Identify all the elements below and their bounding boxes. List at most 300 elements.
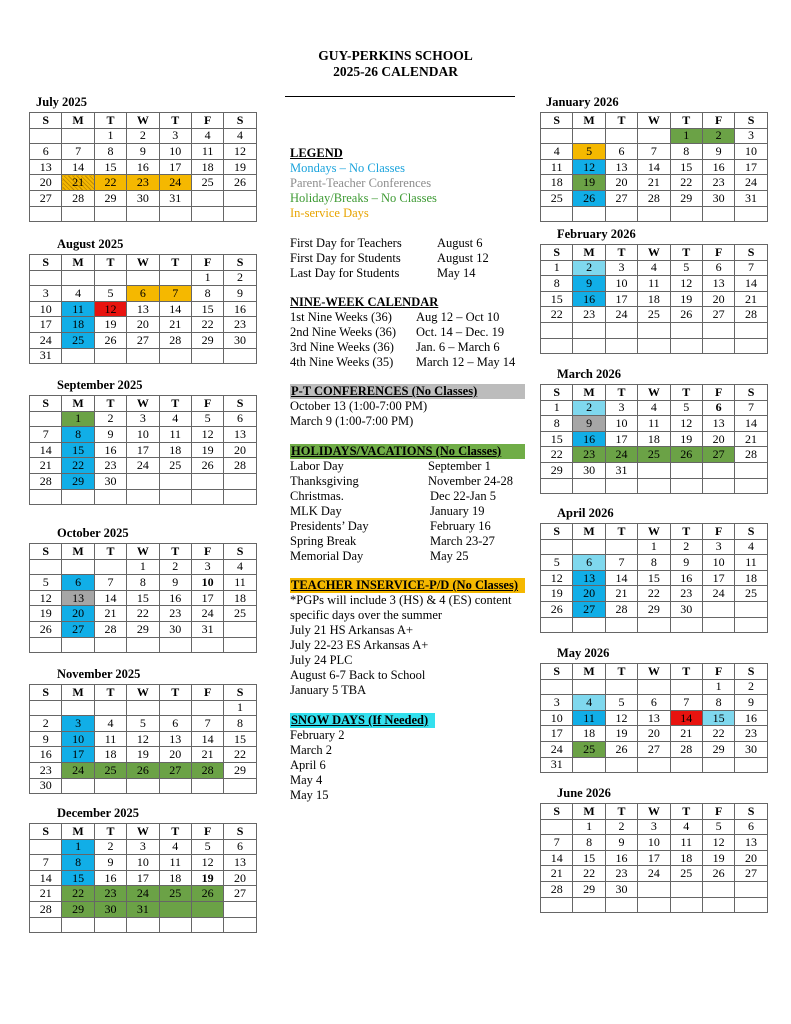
weekday-header: S xyxy=(224,396,256,412)
weekday-header: S xyxy=(735,804,767,820)
day-cell xyxy=(127,270,159,286)
day-cell: 13 xyxy=(638,710,670,726)
month-grid xyxy=(29,395,257,505)
snow-day: April 6 xyxy=(290,758,326,772)
day-cell: 21 xyxy=(62,175,94,191)
day-cell xyxy=(735,206,767,222)
month-label: July 2025 xyxy=(36,95,88,109)
day-cell: 25 xyxy=(541,190,573,206)
day-cell xyxy=(62,270,94,286)
day-cell: 18 xyxy=(159,870,191,886)
weekday-header: S xyxy=(541,804,573,820)
weekday-header: M xyxy=(62,396,94,412)
day-cell xyxy=(541,478,573,494)
day-cell xyxy=(159,637,191,653)
day-cell: 20 xyxy=(605,175,637,191)
day-cell: 18 xyxy=(159,442,191,458)
week-row xyxy=(30,747,257,763)
month-label: June 2026 xyxy=(557,786,611,800)
day-cell: 19 xyxy=(191,870,223,886)
weekday-header: M xyxy=(573,664,605,680)
week-row xyxy=(30,332,257,348)
week-row xyxy=(541,431,768,447)
month-grid xyxy=(29,112,257,222)
month-grid xyxy=(29,684,257,794)
day-cell xyxy=(127,917,159,933)
week-row xyxy=(541,897,768,913)
day-cell xyxy=(670,338,702,354)
day-cell: 13 xyxy=(735,835,767,851)
weekday-header: S xyxy=(541,385,573,401)
month-grid xyxy=(29,823,257,933)
day-cell: 23 xyxy=(670,586,702,602)
week-row xyxy=(541,206,768,222)
day-cell: 15 xyxy=(224,731,256,747)
weekday-header: S xyxy=(735,385,767,401)
weekday-header: F xyxy=(702,245,734,261)
day-cell: 20 xyxy=(735,850,767,866)
day-cell: 27 xyxy=(605,190,637,206)
week-row xyxy=(30,301,257,317)
key-dates xyxy=(290,236,489,281)
weekday-header: T xyxy=(605,385,637,401)
month-grid xyxy=(540,244,768,354)
week-row xyxy=(30,700,257,716)
day-cell: 26 xyxy=(30,621,62,637)
weekday-header: S xyxy=(224,113,256,129)
day-cell: 23 xyxy=(224,317,256,333)
weekday-header: F xyxy=(191,113,223,129)
day-cell xyxy=(573,679,605,695)
day-cell: 1 xyxy=(670,128,702,144)
day-cell: 18 xyxy=(573,726,605,742)
day-cell: 12 xyxy=(541,570,573,586)
day-cell: 19 xyxy=(702,850,734,866)
day-cell: 4 xyxy=(638,400,670,416)
day-cell: 25 xyxy=(159,886,191,902)
day-cell xyxy=(159,348,191,364)
day-cell: 21 xyxy=(638,175,670,191)
nine-week-heading: NINE-WEEK CALENDAR xyxy=(290,295,439,309)
day-cell: 5 xyxy=(670,400,702,416)
day-cell: 24 xyxy=(159,175,191,191)
day-cell xyxy=(62,917,94,933)
weekday-header: F xyxy=(191,396,223,412)
day-cell: 15 xyxy=(670,159,702,175)
day-cell: 26 xyxy=(224,175,256,191)
week-row xyxy=(30,489,257,505)
day-cell xyxy=(670,679,702,695)
day-cell: 8 xyxy=(62,855,94,871)
month-label: April 2026 xyxy=(557,506,614,520)
week-row xyxy=(541,190,768,206)
snow-day: February 2 xyxy=(290,728,345,742)
day-cell xyxy=(62,559,94,575)
week-row xyxy=(30,348,257,364)
day-cell: 8 xyxy=(541,416,573,432)
day-cell: 10 xyxy=(638,835,670,851)
day-cell xyxy=(638,679,670,695)
day-cell: 13 xyxy=(573,570,605,586)
day-cell: 18 xyxy=(638,291,670,307)
day-cell: 25 xyxy=(735,586,767,602)
day-cell xyxy=(191,473,223,489)
day-cell: 9 xyxy=(670,555,702,571)
day-cell: 28 xyxy=(62,190,94,206)
day-cell: 18 xyxy=(224,590,256,606)
day-cell: 16 xyxy=(573,291,605,307)
day-cell: 1 xyxy=(702,679,734,695)
week-row xyxy=(30,159,257,175)
day-cell: 9 xyxy=(94,427,126,443)
month-grid xyxy=(540,112,768,222)
day-cell: 21 xyxy=(541,866,573,882)
legend-mondays: Mondays – No Classes xyxy=(290,161,405,175)
week-row xyxy=(30,590,257,606)
week-row xyxy=(30,473,257,489)
day-cell: 26 xyxy=(94,332,126,348)
week-row xyxy=(30,606,257,622)
day-cell xyxy=(735,601,767,617)
day-cell: 6 xyxy=(573,555,605,571)
day-cell: 24 xyxy=(702,586,734,602)
weekday-header: T xyxy=(94,544,126,560)
day-cell: 23 xyxy=(702,175,734,191)
day-cell: 11 xyxy=(573,710,605,726)
day-cell xyxy=(638,206,670,222)
day-cell xyxy=(702,617,734,633)
day-cell xyxy=(670,322,702,338)
pt-conference-date: October 13 (1:00-7:00 PM) xyxy=(290,399,428,413)
day-cell: 8 xyxy=(224,716,256,732)
day-cell: 19 xyxy=(191,442,223,458)
day-cell xyxy=(94,206,126,222)
month-calendar xyxy=(29,95,257,222)
day-cell: 25 xyxy=(638,307,670,323)
day-cell: 16 xyxy=(159,590,191,606)
week-row xyxy=(30,716,257,732)
day-cell xyxy=(605,206,637,222)
day-cell: 23 xyxy=(94,458,126,474)
weekday-header: T xyxy=(94,255,126,271)
day-cell: 17 xyxy=(127,442,159,458)
day-cell: 27 xyxy=(30,190,62,206)
day-cell: 28 xyxy=(605,601,637,617)
holiday-row: MLK Day January 19 xyxy=(290,504,485,518)
day-cell xyxy=(605,617,637,633)
day-cell: 31 xyxy=(605,462,637,478)
weekday-header: S xyxy=(224,824,256,840)
day-cell: 14 xyxy=(94,590,126,606)
day-cell xyxy=(573,338,605,354)
day-cell: 14 xyxy=(541,850,573,866)
weekday-header: T xyxy=(670,385,702,401)
day-cell xyxy=(30,489,62,505)
day-cell xyxy=(127,637,159,653)
weekday-header: T xyxy=(159,113,191,129)
day-cell: 28 xyxy=(735,447,767,463)
weekday-header: T xyxy=(159,685,191,701)
day-cell xyxy=(94,917,126,933)
weekday-header: S xyxy=(30,113,62,129)
weekday-header: T xyxy=(94,824,126,840)
day-cell xyxy=(159,270,191,286)
weekday-header: M xyxy=(62,255,94,271)
day-cell xyxy=(702,897,734,913)
day-cell: 30 xyxy=(573,462,605,478)
day-cell xyxy=(224,190,256,206)
day-cell: 21 xyxy=(94,606,126,622)
day-cell: 3 xyxy=(62,716,94,732)
day-cell: 17 xyxy=(638,850,670,866)
day-cell: 2 xyxy=(224,270,256,286)
weekday-header: T xyxy=(670,524,702,540)
inservice-line: July 24 PLC xyxy=(290,653,353,667)
week-row xyxy=(30,190,257,206)
day-cell: 3 xyxy=(605,400,637,416)
day-cell xyxy=(30,128,62,144)
day-cell: 28 xyxy=(30,473,62,489)
day-cell: 5 xyxy=(191,839,223,855)
day-cell: 1 xyxy=(541,260,573,276)
weekday-header: S xyxy=(224,544,256,560)
nine-week-row: 1st Nine Weeks (36) Aug 12 – Oct 10 xyxy=(290,310,500,324)
day-cell xyxy=(30,411,62,427)
day-cell: 22 xyxy=(638,586,670,602)
day-cell: 23 xyxy=(573,447,605,463)
day-cell: 22 xyxy=(702,726,734,742)
day-cell: 6 xyxy=(127,286,159,302)
day-cell: 26 xyxy=(670,307,702,323)
week-row xyxy=(541,726,768,742)
day-cell: 30 xyxy=(30,778,62,794)
day-cell: 19 xyxy=(30,606,62,622)
day-cell: 25 xyxy=(638,447,670,463)
day-cell: 18 xyxy=(638,431,670,447)
week-row xyxy=(541,741,768,757)
month-label: November 2025 xyxy=(57,667,141,681)
holiday-row: Spring Break March 23-27 xyxy=(290,534,495,548)
day-cell: 6 xyxy=(224,411,256,427)
day-cell: 12 xyxy=(30,590,62,606)
day-cell: 15 xyxy=(702,710,734,726)
day-cell xyxy=(30,700,62,716)
day-cell: 30 xyxy=(702,190,734,206)
weekday-header: S xyxy=(735,664,767,680)
day-cell: 14 xyxy=(735,416,767,432)
week-row xyxy=(541,447,768,463)
month-label: January 2026 xyxy=(546,95,619,109)
day-cell: 22 xyxy=(62,886,94,902)
day-cell xyxy=(670,897,702,913)
day-cell xyxy=(638,322,670,338)
day-cell: 7 xyxy=(735,260,767,276)
day-cell xyxy=(94,700,126,716)
weekday-header: F xyxy=(191,685,223,701)
day-cell: 14 xyxy=(159,301,191,317)
day-cell xyxy=(573,617,605,633)
day-cell: 20 xyxy=(224,870,256,886)
day-cell: 6 xyxy=(702,400,734,416)
holiday-row: Memorial Day May 25 xyxy=(290,549,469,563)
week-row xyxy=(30,901,257,917)
week-row xyxy=(541,601,768,617)
weekday-header: M xyxy=(62,113,94,129)
day-cell xyxy=(702,338,734,354)
week-row xyxy=(30,286,257,302)
day-cell xyxy=(224,637,256,653)
day-cell: 29 xyxy=(541,462,573,478)
day-cell: 2 xyxy=(573,400,605,416)
day-cell: 4 xyxy=(541,144,573,160)
day-cell: 11 xyxy=(191,144,223,160)
day-cell: 26 xyxy=(670,447,702,463)
day-cell xyxy=(62,348,94,364)
weekday-header: T xyxy=(605,524,637,540)
day-cell: 1 xyxy=(224,700,256,716)
day-cell: 2 xyxy=(702,128,734,144)
day-cell: 30 xyxy=(159,621,191,637)
day-cell: 26 xyxy=(191,458,223,474)
day-cell xyxy=(30,637,62,653)
day-cell: 24 xyxy=(127,886,159,902)
day-cell: 12 xyxy=(191,427,223,443)
weekday-header: S xyxy=(735,524,767,540)
week-row xyxy=(30,442,257,458)
day-cell: 18 xyxy=(735,570,767,586)
day-cell xyxy=(191,206,223,222)
weekday-header: W xyxy=(638,664,670,680)
week-row xyxy=(541,307,768,323)
day-cell: 7 xyxy=(30,855,62,871)
day-cell xyxy=(127,473,159,489)
day-cell: 3 xyxy=(702,539,734,555)
week-row xyxy=(541,291,768,307)
day-cell: 10 xyxy=(605,416,637,432)
day-cell: 18 xyxy=(94,747,126,763)
day-cell: 3 xyxy=(638,819,670,835)
day-cell: 4 xyxy=(224,128,256,144)
weekday-header: T xyxy=(605,113,637,129)
day-cell: 5 xyxy=(573,144,605,160)
day-cell: 9 xyxy=(127,144,159,160)
day-cell: 23 xyxy=(94,886,126,902)
week-row xyxy=(541,400,768,416)
weekday-header: M xyxy=(62,685,94,701)
day-cell: 11 xyxy=(735,555,767,571)
day-cell: 10 xyxy=(541,710,573,726)
weekday-header: S xyxy=(735,245,767,261)
day-cell: 9 xyxy=(735,695,767,711)
nine-week-row: 4th Nine Weeks (35) March 12 – May 14 xyxy=(290,355,516,369)
day-cell: 10 xyxy=(191,575,223,591)
month-calendar xyxy=(540,646,768,773)
day-cell: 7 xyxy=(30,427,62,443)
day-cell: 27 xyxy=(224,886,256,902)
day-cell: 20 xyxy=(159,747,191,763)
day-cell: 8 xyxy=(702,695,734,711)
day-cell: 9 xyxy=(159,575,191,591)
day-cell xyxy=(30,206,62,222)
month-label: March 2026 xyxy=(557,367,621,381)
day-cell: 16 xyxy=(573,431,605,447)
weekday-header: F xyxy=(702,385,734,401)
day-cell: 22 xyxy=(224,747,256,763)
day-cell xyxy=(127,700,159,716)
day-cell xyxy=(30,839,62,855)
day-cell xyxy=(30,559,62,575)
day-cell: 2 xyxy=(573,260,605,276)
day-cell: 26 xyxy=(573,190,605,206)
day-cell xyxy=(159,917,191,933)
week-row xyxy=(541,338,768,354)
day-cell: 13 xyxy=(224,427,256,443)
weekday-header: M xyxy=(62,544,94,560)
month-calendar xyxy=(29,667,257,794)
day-cell: 29 xyxy=(191,332,223,348)
teacher-inservice xyxy=(290,578,525,698)
day-cell: 9 xyxy=(30,731,62,747)
day-cell xyxy=(670,881,702,897)
day-cell: 20 xyxy=(127,317,159,333)
day-cell xyxy=(605,128,637,144)
day-cell: 17 xyxy=(30,317,62,333)
day-cell xyxy=(735,881,767,897)
day-cell xyxy=(605,338,637,354)
day-cell: 9 xyxy=(94,855,126,871)
key-date-row: First Day for Teachers August 6 xyxy=(290,236,483,250)
day-cell xyxy=(224,778,256,794)
day-cell: 30 xyxy=(670,601,702,617)
day-cell: 15 xyxy=(191,301,223,317)
day-cell: 26 xyxy=(191,886,223,902)
day-cell: 17 xyxy=(735,159,767,175)
day-cell: 15 xyxy=(94,159,126,175)
day-cell: 21 xyxy=(605,586,637,602)
week-row xyxy=(541,695,768,711)
day-cell xyxy=(159,901,191,917)
day-cell: 25 xyxy=(670,866,702,882)
day-cell xyxy=(638,338,670,354)
day-cell: 19 xyxy=(224,159,256,175)
holiday-row: Presidents’ Day February 16 xyxy=(290,519,491,533)
day-cell xyxy=(735,338,767,354)
week-row xyxy=(541,555,768,571)
day-cell: 29 xyxy=(62,473,94,489)
weekday-header: T xyxy=(670,245,702,261)
day-cell xyxy=(541,617,573,633)
day-cell: 2 xyxy=(94,839,126,855)
week-row xyxy=(30,206,257,222)
day-cell xyxy=(62,128,94,144)
day-cell: 22 xyxy=(670,175,702,191)
day-cell: 29 xyxy=(127,621,159,637)
day-cell xyxy=(541,679,573,695)
week-row xyxy=(30,559,257,575)
day-cell: 7 xyxy=(735,400,767,416)
day-cell: 30 xyxy=(735,741,767,757)
day-cell xyxy=(670,206,702,222)
day-cell: 16 xyxy=(702,159,734,175)
weekday-header: T xyxy=(605,804,637,820)
month-calendar xyxy=(540,367,768,494)
day-cell: 14 xyxy=(638,159,670,175)
day-cell: 10 xyxy=(30,301,62,317)
day-cell: 7 xyxy=(62,144,94,160)
day-cell: 2 xyxy=(127,128,159,144)
day-cell: 9 xyxy=(702,144,734,160)
day-cell: 27 xyxy=(702,307,734,323)
